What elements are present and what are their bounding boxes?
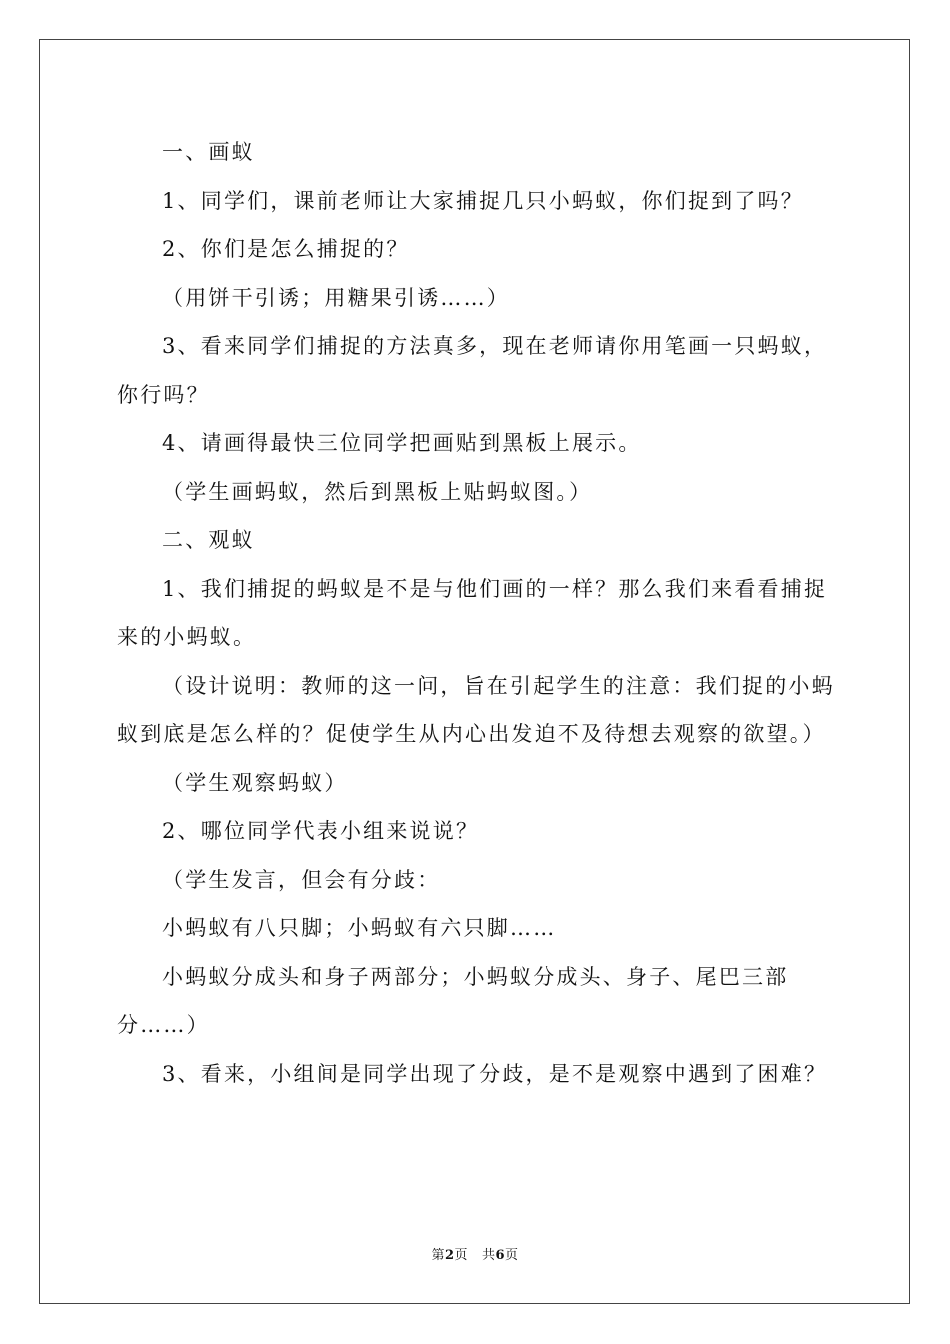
paragraph: 4、请画得最快三位同学把画贴到黑板上展示。 [162,431,642,455]
page-footer [0,1244,950,1263]
paragraph: （学生发言，但会有分歧： [162,867,441,892]
paragraph: 2、哪位同学代表小组来说说？ [162,819,480,843]
heading-observe-ant: 二、观蚁 [162,528,255,552]
total-suffix: 页 [505,1248,519,1263]
paragraph: 1、我们捕捉的蚂蚁是不是与他们画的一样？那么我们来看看捕捉来的小蚂蚁。 [117,576,828,649]
paragraph: （用饼干引诱；用糖果引诱……） [162,285,510,310]
total-pages: 6 [495,1248,506,1263]
paragraph: 3、看来同学们捕捉的方法真多，现在老师请你用笔画一只蚂蚁，你行吗？ [117,334,828,407]
paragraph: （学生画蚂蚁，然后到黑板上贴蚂蚁图。） [162,479,593,504]
paragraph: 2、你们是怎么捕捉的？ [162,237,410,261]
paragraph: （设计说明：教师的这一问，旨在引起学生的注意：我们捉的小蚂蚁到底是怎么样的？促使学生从内心出发迫不及待想去观察的欲望。） [117,673,835,746]
paragraph: 小蚂蚁有八只脚；小蚂蚁有六只脚…… [162,916,557,940]
document-body [117,128,835,1098]
paragraph: 1、同学们，课前老师让大家捕捉几只小蚂蚁，你们捉到了吗？ [162,188,804,213]
heading-draw-ant: 一、画蚁 [162,140,255,164]
paragraph: 小蚂蚁分成头和身子两部分；小蚂蚁分成头、身子、尾巴三部分……） [117,964,789,1037]
total-prefix: 共 [481,1248,496,1263]
paragraph: （学生观察蚂蚁） [162,770,348,795]
paragraph: 3、看来，小组间是同学出现了分歧，是不是观察中遇到了困难？ [162,1061,828,1086]
page-suffix: 页 [454,1248,469,1263]
page-prefix: 第 [431,1248,445,1263]
page-number: 2 [444,1248,455,1263]
